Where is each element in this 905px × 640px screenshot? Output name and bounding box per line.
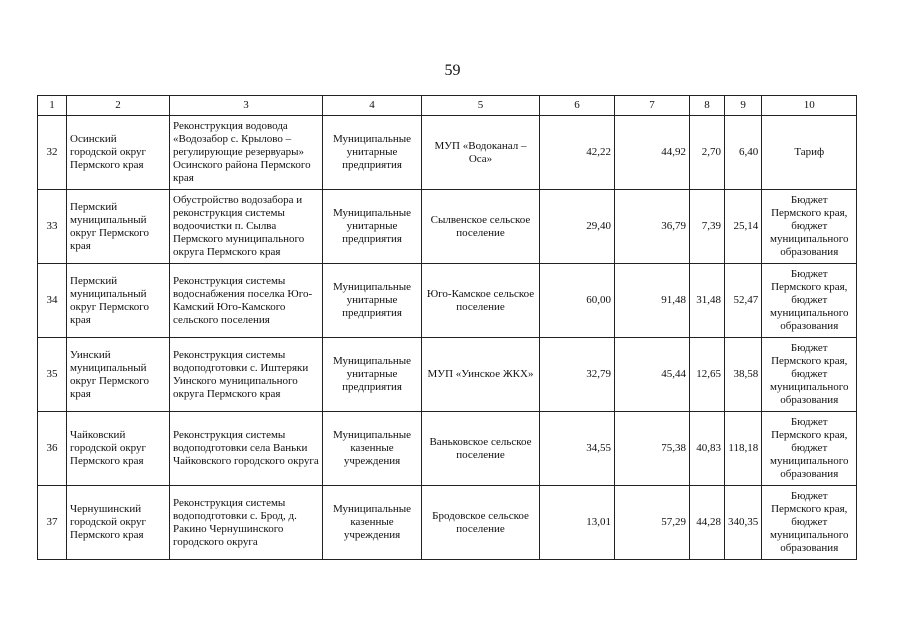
value-col7: 45,44 [615, 338, 690, 412]
executor-cell: Сылвенское сельское поселение [422, 190, 540, 264]
row-number: 33 [38, 190, 67, 264]
org-type-cell: Муниципальные казенные учреждения [323, 412, 422, 486]
value-col9: 340,35 [725, 486, 762, 560]
project-cell: Реконструкция системы водоснабжения поселка Юго-Камский Юго-Камского сельского поселения [170, 264, 323, 338]
org-type-cell: Муниципальные унитарные предприятия [323, 264, 422, 338]
municipality-cell: Пермский муниципальный округ Пермского края [67, 190, 170, 264]
row-number: 37 [38, 486, 67, 560]
value-col8: 31,48 [690, 264, 725, 338]
value-col9: 25,14 [725, 190, 762, 264]
row-number: 35 [38, 338, 67, 412]
value-col9: 6,40 [725, 116, 762, 190]
value-col6: 42,22 [540, 116, 615, 190]
org-type-cell: Муниципальные унитарные предприятия [323, 116, 422, 190]
value-col7: 91,48 [615, 264, 690, 338]
header-cell: 5 [422, 96, 540, 116]
executor-cell: Юго-Камское сельское поселение [422, 264, 540, 338]
table-row [38, 116, 857, 190]
funding-source-cell: Бюджет Пермского края, бюджет муниципального образования [762, 486, 857, 560]
header-cell: 10 [762, 96, 857, 116]
row-number: 32 [38, 116, 67, 190]
funding-source-cell: Бюджет Пермского края, бюджет муниципального образования [762, 412, 857, 486]
value-col6: 13,01 [540, 486, 615, 560]
value-col8: 12,65 [690, 338, 725, 412]
table-row [38, 338, 857, 412]
value-col9: 52,47 [725, 264, 762, 338]
header-cell: 1 [38, 96, 67, 116]
value-col8: 44,28 [690, 486, 725, 560]
value-col6: 60,00 [540, 264, 615, 338]
value-col8: 7,39 [690, 190, 725, 264]
table-row [38, 190, 857, 264]
project-cell: Обустройство водозабора и реконструкция системы водоочистки п. Сылва Пермского муниципального округа Пермского края [170, 190, 323, 264]
municipality-cell: Пермский муниципальный округ Пермского края [67, 264, 170, 338]
table-row [38, 264, 857, 338]
executor-cell: МУП «Водоканал – Оса» [422, 116, 540, 190]
header-cell: 9 [725, 96, 762, 116]
value-col7: 75,38 [615, 412, 690, 486]
funding-source-cell: Бюджет Пермского края, бюджет муниципального образования [762, 338, 857, 412]
header-cell: 2 [67, 96, 170, 116]
value-col7: 57,29 [615, 486, 690, 560]
org-type-cell: Муниципальные казенные учреждения [323, 486, 422, 560]
investment-table [37, 95, 857, 560]
org-type-cell: Муниципальные унитарные предприятия [323, 190, 422, 264]
header-row [38, 96, 857, 116]
value-col6: 29,40 [540, 190, 615, 264]
funding-source-cell: Тариф [762, 116, 857, 190]
value-col7: 44,92 [615, 116, 690, 190]
municipality-cell: Чернушинский городской округ Пермского края [67, 486, 170, 560]
project-cell: Реконструкция системы водоподготовки села Ваньки Чайковского городского округа [170, 412, 323, 486]
value-col7: 36,79 [615, 190, 690, 264]
funding-source-cell: Бюджет Пермского края, бюджет муниципального образования [762, 190, 857, 264]
executor-cell: Ваньковское сельское поселение [422, 412, 540, 486]
row-number: 34 [38, 264, 67, 338]
executor-cell: Бродовское сельское поселение [422, 486, 540, 560]
executor-cell: МУП «Уинское ЖКХ» [422, 338, 540, 412]
municipality-cell: Осинский городской округ Пермского края [67, 116, 170, 190]
table-row [38, 486, 857, 560]
header-cell: 3 [170, 96, 323, 116]
header-cell: 4 [323, 96, 422, 116]
project-cell: Реконструкция водовода «Водозабор с. Крылово – регулирующие резервуары» Осинского района Пермского края [170, 116, 323, 190]
org-type-cell: Муниципальные унитарные предприятия [323, 338, 422, 412]
project-cell: Реконструкция системы водоподготовки с. Брод, д. Ракино Чернушинского городского округа [170, 486, 323, 560]
value-col6: 32,79 [540, 338, 615, 412]
value-col6: 34,55 [540, 412, 615, 486]
value-col8: 2,70 [690, 116, 725, 190]
municipality-cell: Чайковский городской округ Пермского края [67, 412, 170, 486]
value-col9: 38,58 [725, 338, 762, 412]
table-row [38, 412, 857, 486]
funding-source-cell: Бюджет Пермского края, бюджет муниципального образования [762, 264, 857, 338]
header-cell: 8 [690, 96, 725, 116]
row-number: 36 [38, 412, 67, 486]
municipality-cell: Уинский муниципальный округ Пермского края [67, 338, 170, 412]
value-col9: 118,18 [725, 412, 762, 486]
header-cell: 6 [540, 96, 615, 116]
header-cell: 7 [615, 96, 690, 116]
project-cell: Реконструкция системы водоподготовки с. Иштеряки Уинского муниципального округа Пермского края [170, 338, 323, 412]
page-number: 59 [444, 62, 461, 79]
value-col8: 40,83 [690, 412, 725, 486]
